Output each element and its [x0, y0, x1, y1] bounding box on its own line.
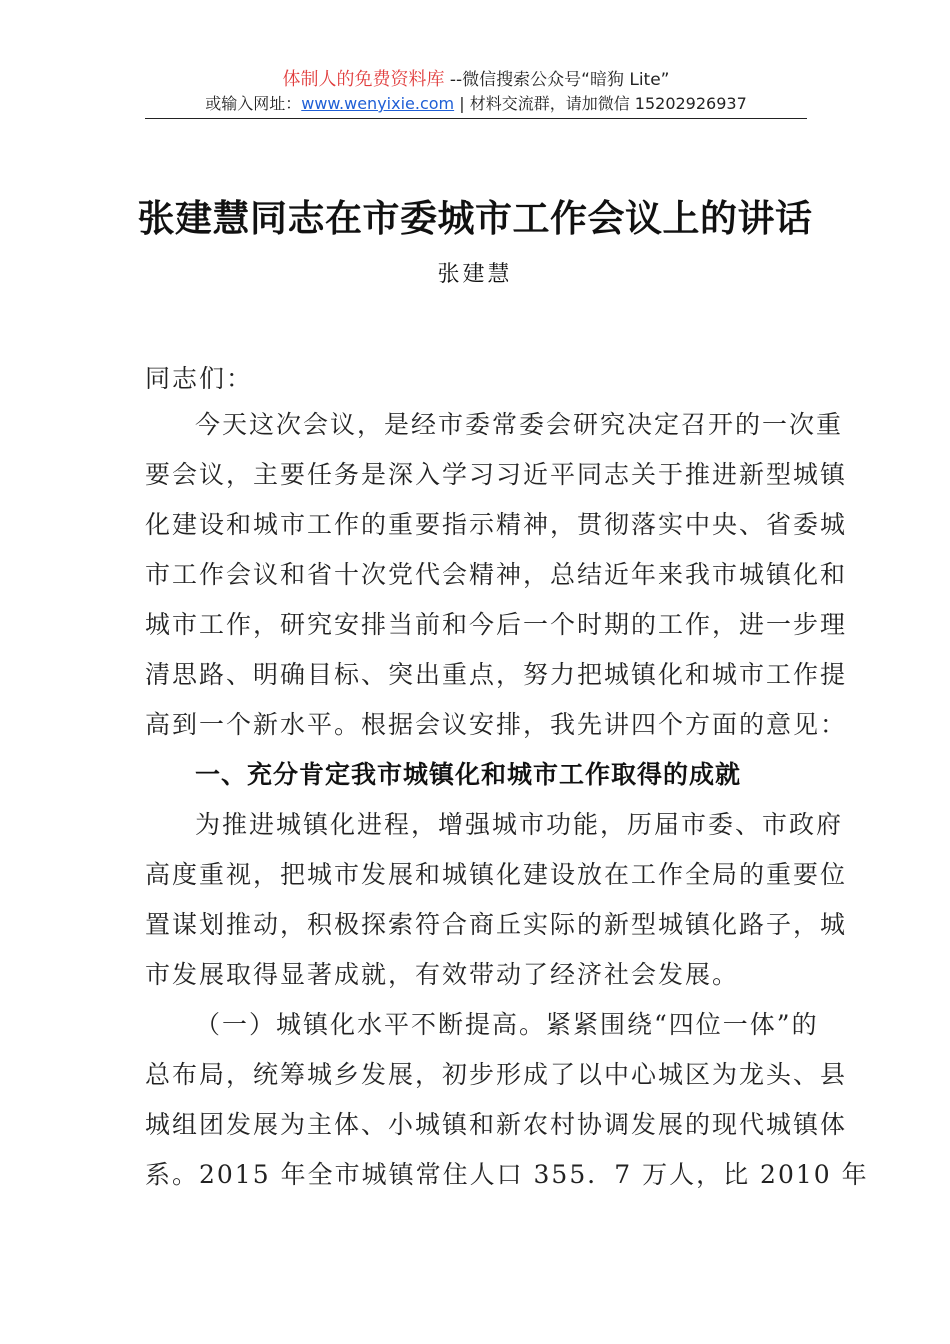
paragraph-1-line: 化建设和城市工作的重要指示精神，贯彻落实中央、省委城: [145, 510, 848, 539]
paragraph-1-line: 清思路、明确目标、突出重点，努力把城镇化和城市工作提: [145, 660, 848, 689]
paragraph-1-line: 今天这次会议，是经市委常委会研究决定召开的一次重: [195, 410, 844, 439]
paragraph-3-line: 系。2015 年全市城镇常住人口 355．7 万人，比 2010 年: [145, 1160, 869, 1189]
header-brand: 体制人的免费资料库: [282, 69, 445, 90]
header-contact: | 材料交流群，请加微信 15202926937: [454, 94, 747, 113]
header-divider: [145, 118, 807, 119]
document-title: 张建慧同志在市委城市工作会议上的讲话: [137, 196, 813, 240]
paragraph-3-line: 城组团发展为主体、小城镇和新农村协调发展的现代城镇体: [145, 1110, 848, 1139]
document-author: 张建慧: [437, 262, 513, 287]
salutation: 同志们：: [145, 364, 254, 393]
paragraph-1-line: 高到一个新水平。根据会议安排，我先讲四个方面的意见：: [145, 710, 848, 739]
paragraph-3-line: （一）城镇化水平不断提高。紧紧围绕“四位一体”的: [195, 1010, 819, 1039]
paragraph-2-line: 置谋划推动，积极探索符合商丘实际的新型城镇化路子，城: [145, 910, 848, 939]
header-tagline: --微信搜索公众号“暗狗 Lite”: [444, 70, 670, 90]
paragraph-1-line: 市工作会议和省十次党代会精神，总结近年来我市城镇化和: [145, 560, 848, 589]
paragraph-1-line: 要会议，主要任务是深入学习习近平同志关于推进新型城镇: [145, 460, 848, 489]
paragraph-2-line: 高度重视，把城市发展和城镇化建设放在工作全局的重要位: [145, 860, 848, 889]
paragraph-1-line: 城市工作，研究安排当前和今后一个时期的工作，进一步理: [145, 610, 848, 639]
paragraph-3-line: 总布局，统筹城乡发展，初步形成了以中心城区为龙头、县: [145, 1060, 848, 1089]
header-line-2: [145, 92, 807, 116]
paragraph-2-line: 为推进城镇化进程，增强城市功能，历届市委、市政府: [195, 810, 844, 839]
header-url-link[interactable]: www.wenyixie.com: [301, 94, 455, 113]
header-line-1: [145, 68, 807, 92]
header-url-prefix: 或输入网址：: [205, 94, 302, 113]
paragraph-2-line: 市发展取得显著成就，有效带动了经济社会发展。: [145, 960, 740, 989]
page-header: [145, 68, 807, 116]
section-1-heading: 一、充分肯定我市城镇化和城市工作取得的成就: [195, 760, 742, 789]
